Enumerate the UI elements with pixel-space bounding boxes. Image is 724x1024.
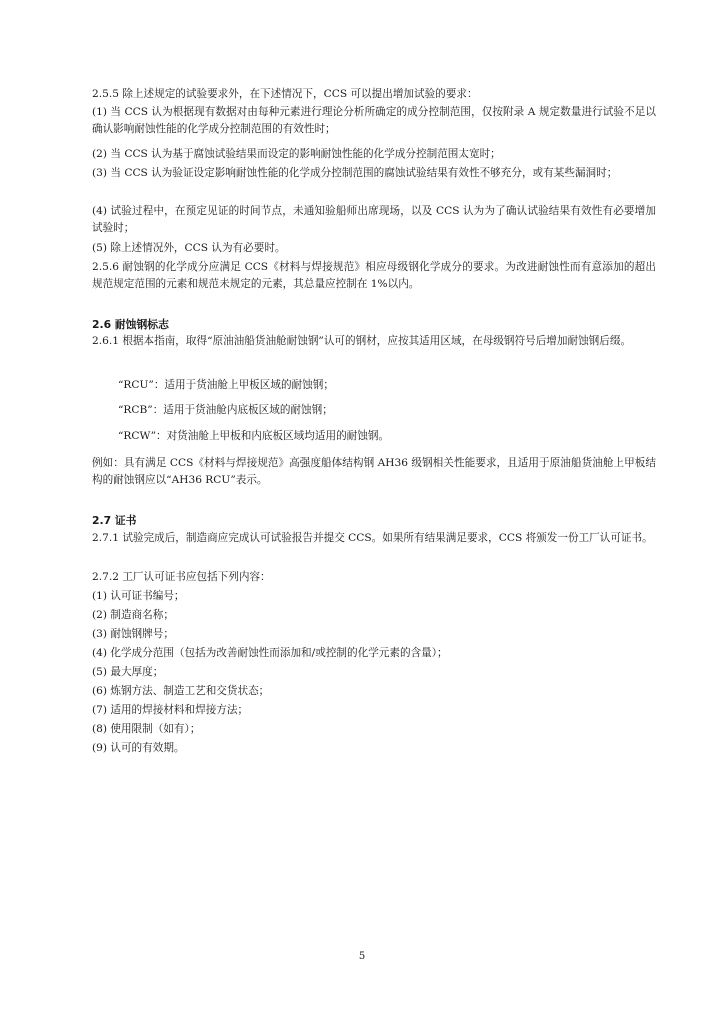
- certificate-item: (9) 认可的有效期。: [92, 742, 185, 754]
- certificate-item: (3) 耐蚀钢牌号；: [92, 628, 174, 640]
- clause-2-5-5-item-4: (4) 试验过程中，在预定见证的时间节点，未通知验船师出席现场，以及 CCS 认为为了确认试验结果有效性有必要增加试验时；: [92, 205, 656, 235]
- certificate-item: (6) 炼钢方法、制造工艺和交货状态；: [92, 685, 270, 697]
- marking-example: 例如：具有满足 CCS《材料与焊接规范》高强度船体结构钢 AH36 级钢相关性能要求，且适用于原油船货油舱上甲板结构的耐蚀钢应以“AH36 RCU”表示。: [92, 457, 656, 487]
- certificate-item: (1) 认可证书编号；: [92, 590, 185, 602]
- certificate-item: (8) 使用限制（如有）；: [92, 723, 201, 735]
- clause-2-5-5-intro: 2.5.5 除上述规定的试验要求外，在下述情况下，CCS 可以提出增加试验的要求：: [92, 88, 478, 100]
- suffix-rcb: “RCB”：适用于货油舱内底板区域的耐蚀钢；: [118, 404, 333, 416]
- clause-2-5-5-item-3: (3) 当 CCS 认为验证设定影响耐蚀性能的化学成分控制范围的腐蚀试验结果有效性不够充分，或有某些漏洞时；: [92, 167, 618, 179]
- clause-2-5-5-item-2: (2) 当 CCS 认为基于腐蚀试验结果而设定的影响耐蚀性能的化学成分控制范围太宽时；: [92, 148, 501, 160]
- clause-2-5-5-item-1: (1) 当 CCS 认为根据现有数据对由每种元素进行理论分析所确定的成分控制范围，仅按附录 A 规定数量进行试验不足以确认影响耐蚀性能的化学成分控制范围的有效性时；: [92, 106, 656, 136]
- suffix-rcw: “RCW”：对货油舱上甲板和内底板区域均适用的耐蚀钢。: [118, 430, 390, 442]
- section-2-6-heading: 2.6 耐蚀钢标志: [92, 318, 169, 331]
- clause-2-7-2: 2.7.2 工厂认可证书应包括下列内容：: [92, 571, 271, 583]
- clause-2-7-1: 2.7.1 试验完成后，制造商应完成认可试验报告并提交 CCS。如果所有结果满足要求，CCS 将颁发一份工厂认可证书。: [92, 532, 653, 544]
- certificate-item: (5) 最大厚度；: [92, 666, 164, 678]
- section-2-7-heading: 2.7 证书: [92, 514, 137, 527]
- certificate-item: (2) 制造商名称；: [92, 609, 174, 621]
- clause-2-6-1: 2.6.1 根据本指南，取得“原油油船货油舱耐蚀钢”认可的钢材，应按其适用区域，在母级钢符号后增加耐蚀钢后缀。: [92, 335, 632, 347]
- clause-2-5-5-item-5: (5) 除上述情况外，CCS 认为有必要时。: [92, 242, 286, 254]
- clause-2-5-6: 2.5.6 耐蚀钢的化学成分应满足 CCS《材料与焊接规范》相应母级钢化学成分的要求。为改进耐蚀性而有意添加的超出规范规定范围的元素和规范未规定的元素，其总量应控制在 1%以内。: [92, 261, 656, 291]
- suffix-rcu: “RCU”：适用于货油舱上甲板区域的耐蚀钢；: [118, 379, 334, 391]
- certificate-item: (7) 适用的焊接材料和焊接方法；: [92, 704, 249, 716]
- certificate-item: (4) 化学成分范围（包括为改善耐蚀性而添加和/或控制的化学元素的含量）；: [92, 647, 448, 659]
- page-number: 5: [358, 951, 366, 962]
